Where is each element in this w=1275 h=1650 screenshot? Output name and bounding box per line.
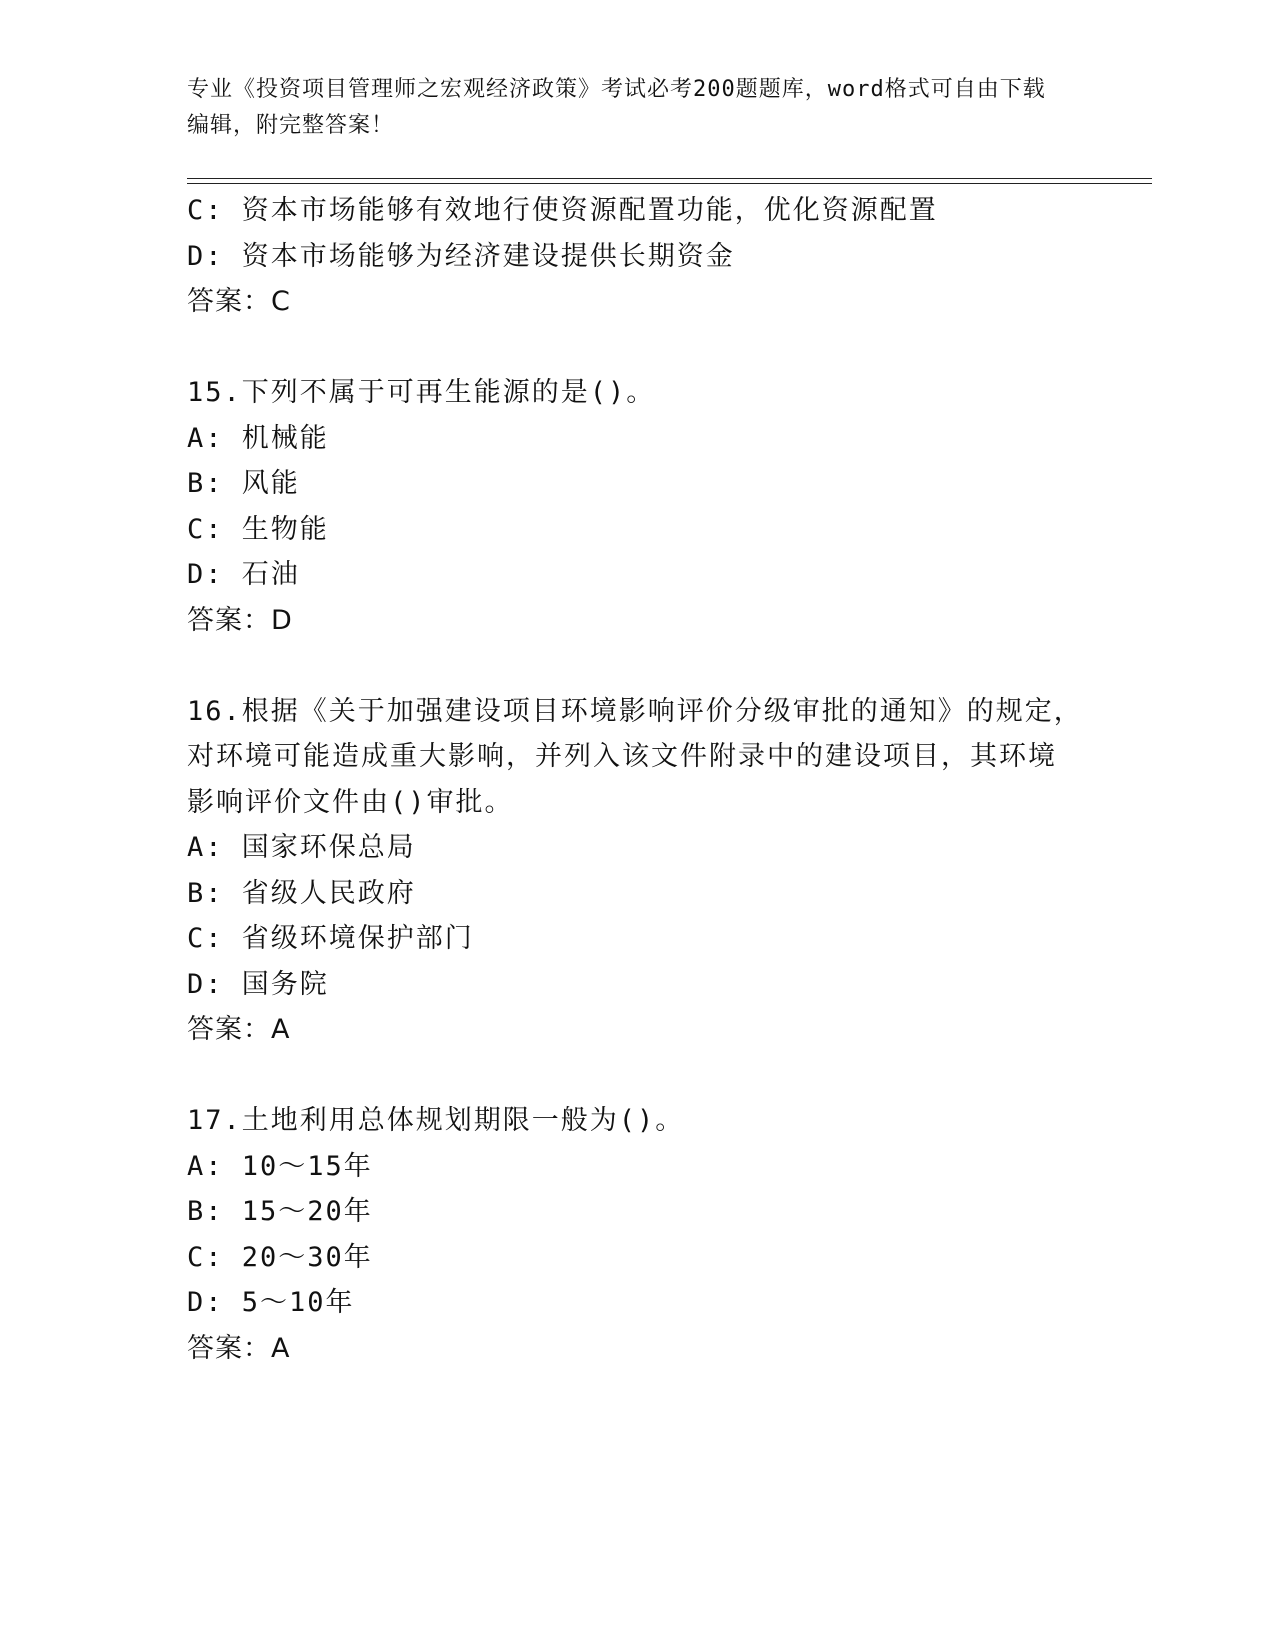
header-divider-bottom: [187, 183, 1152, 184]
option-d: [187, 1280, 1087, 1326]
option-label: D:: [187, 968, 224, 1000]
option-label: D:: [187, 1287, 224, 1318]
option-b: [187, 461, 1087, 507]
option-label: A:: [187, 832, 224, 863]
option-label: C:: [187, 195, 224, 226]
option-label: A:: [187, 422, 224, 454]
option-d: [187, 962, 1087, 1008]
question-16: [187, 689, 1087, 1053]
question-text: 根据《关于加强建设项目环境影响评价分级审批的通知》的规定，: [241, 695, 1083, 727]
answer-line: 答案：D: [187, 604, 293, 636]
option-a: [187, 416, 1087, 462]
option-text: 国家环保总局: [241, 832, 416, 863]
document-header: 专业《投资项目管理师之宏观经济政策》考试必考200题题库，word格式可自由下载编辑，附完整答案！: [187, 77, 1046, 138]
question-stem-line-1: [187, 689, 1087, 735]
option-text: 生物能: [241, 513, 329, 545]
option-label: B:: [187, 468, 224, 499]
option-label: D:: [187, 240, 224, 272]
question-stem: [187, 370, 1087, 416]
option-d: [187, 234, 1087, 280]
carryover-question: [187, 188, 1087, 325]
question-text: 土地利用总体规划期限一般为()。: [241, 1105, 685, 1136]
option-c: [187, 1235, 1087, 1281]
option-text: 5～10年: [241, 1287, 355, 1318]
option-text: 风能: [241, 468, 300, 499]
option-text: 15～20年: [241, 1196, 373, 1227]
option-c: [187, 916, 1087, 962]
question-text: 下列不属于可再生能源的是()。: [241, 377, 656, 408]
spacer: [187, 325, 1087, 371]
question-17: [187, 1098, 1087, 1371]
question-stem-line-2: 对环境可能造成重大影响，并列入该文件附录中的建设项目，其环境: [187, 741, 1057, 772]
header-divider-top: [187, 178, 1152, 179]
option-a: [187, 825, 1087, 871]
option-text: 机械能: [241, 422, 329, 454]
option-label: C:: [187, 513, 224, 545]
question-stem-line-3: 影响评价文件由()审批。: [187, 786, 514, 818]
question-list: [187, 188, 1087, 1371]
option-text: 国务院: [241, 968, 329, 1000]
option-label: D:: [187, 559, 224, 590]
option-text: 省级人民政府: [241, 877, 416, 909]
option-text: 省级环境保护部门: [241, 923, 474, 954]
option-text: 石油: [241, 559, 300, 590]
option-b: [187, 871, 1087, 917]
answer-line: 答案：A: [187, 1332, 291, 1364]
option-text: 20～30年: [241, 1241, 373, 1273]
option-text: 10～15年: [241, 1150, 373, 1182]
option-label: B:: [187, 1196, 224, 1227]
spacer: [187, 643, 1087, 689]
option-label: C:: [187, 1241, 224, 1273]
option-text: 资本市场能够有效地行使资源配置功能，优化资源配置: [241, 195, 938, 226]
question-stem: [187, 1098, 1087, 1144]
option-label: A:: [187, 1150, 224, 1182]
question-number: 17.: [187, 1105, 242, 1136]
option-text: 资本市场能够为经济建设提供长期资金: [241, 240, 735, 272]
answer-line: 答案：C: [187, 286, 291, 317]
question-15: [187, 370, 1087, 643]
answer-line: 答案：A: [187, 1014, 291, 1045]
option-label: C:: [187, 923, 224, 954]
option-d: [187, 552, 1087, 598]
option-b: [187, 1189, 1087, 1235]
spacer: [187, 1053, 1087, 1099]
option-c: [187, 188, 1087, 234]
question-number: 15.: [187, 377, 242, 408]
option-c: [187, 507, 1087, 553]
option-label: B:: [187, 877, 224, 909]
question-number: 16.: [187, 695, 242, 727]
option-a: [187, 1144, 1087, 1190]
